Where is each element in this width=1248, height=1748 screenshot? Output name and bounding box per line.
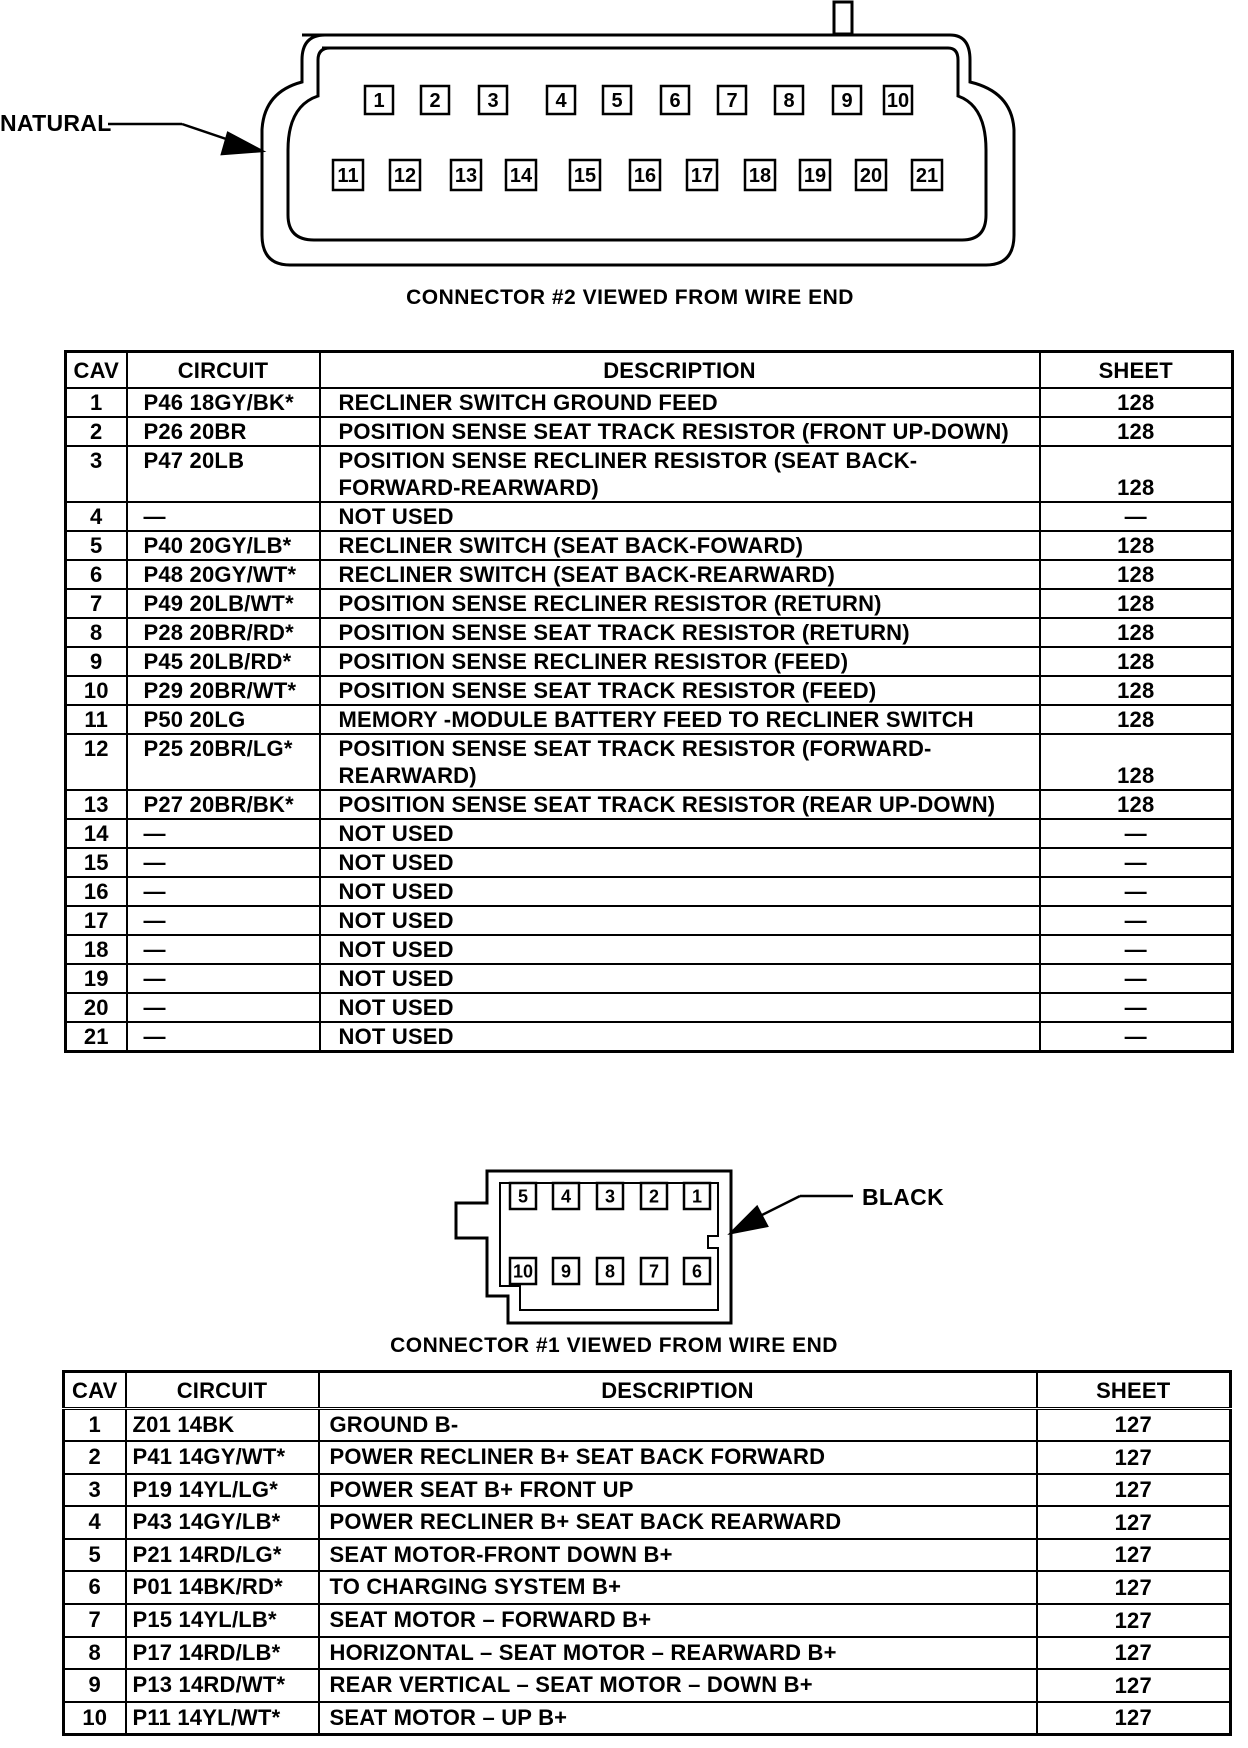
- description-cell: TO CHARGING SYSTEM B+: [319, 1571, 1037, 1604]
- description-cell: NOT USED: [320, 877, 1040, 906]
- description-cell: POWER SEAT B+ FRONT UP: [319, 1474, 1037, 1507]
- description-cell: NOT USED: [320, 964, 1040, 993]
- cavity-number: 2: [429, 90, 441, 113]
- description-cell: POSITION SENSE SEAT TRACK RESISTOR (RETURN): [320, 618, 1040, 647]
- circuit-header: CIRCUIT: [127, 352, 320, 389]
- description-cell: SEAT MOTOR – FORWARD B+: [319, 1604, 1037, 1637]
- cav-cell: 1: [66, 388, 127, 417]
- table-row: [66, 417, 1233, 446]
- sheet-cell: 127: [1037, 1539, 1231, 1572]
- table-row: [66, 446, 1233, 502]
- cav-cell: 8: [66, 618, 127, 647]
- description-cell: GROUND B-: [319, 1409, 1037, 1442]
- cavity-number: 4: [560, 1186, 572, 1207]
- table-row: [64, 1441, 1231, 1474]
- cav-cell: 6: [66, 560, 127, 589]
- cavity-number: 5: [517, 1186, 529, 1207]
- circuit-cell: P26 20BR: [127, 417, 320, 446]
- cav-cell: 9: [64, 1669, 126, 1702]
- cav-cell: 12: [66, 734, 127, 790]
- description-cell: HORIZONTAL – SEAT MOTOR – REARWARD B+: [319, 1637, 1037, 1670]
- table-row: [66, 906, 1233, 935]
- circuit-cell: —: [127, 502, 320, 531]
- description-cell: SEAT MOTOR – UP B+: [319, 1702, 1037, 1735]
- cavity-number: 7: [726, 90, 738, 113]
- table-row: [66, 1022, 1233, 1052]
- cavity-number: 13: [454, 165, 478, 188]
- cav-cell: 9: [66, 647, 127, 676]
- sheet-cell: —: [1040, 935, 1233, 964]
- circuit-cell: P40 20GY/LB*: [127, 531, 320, 560]
- cavity-number: 2: [648, 1186, 660, 1207]
- cav-cell: 2: [66, 417, 127, 446]
- circuit-cell: P50 20LG: [127, 705, 320, 734]
- connector-2-pinout-table: [64, 350, 1234, 1053]
- cavity-number: 16: [633, 165, 657, 188]
- table-row: [66, 676, 1233, 705]
- connector-2-caption: CONNECTOR #2 VIEWED FROM WIRE END: [406, 286, 854, 309]
- description-cell: POSITION SENSE RECLINER RESISTOR (SEAT BACK-FORWARD-REARWARD): [320, 446, 1040, 502]
- cavity-number: 15: [573, 165, 597, 188]
- cav-cell: 18: [66, 935, 127, 964]
- description-cell: NOT USED: [320, 993, 1040, 1022]
- circuit-cell: P43 14GY/LB*: [126, 1506, 319, 1539]
- sheet-cell: 127: [1037, 1441, 1231, 1474]
- circuit-cell: —: [127, 848, 320, 877]
- connector-1-pinout-table: [62, 1370, 1232, 1736]
- sheet-cell: —: [1040, 964, 1233, 993]
- cav-cell: 16: [66, 877, 127, 906]
- cavity-number: 10: [512, 1261, 534, 1282]
- cav-cell: 3: [64, 1474, 126, 1507]
- table-row: [66, 502, 1233, 531]
- description-cell: POWER RECLINER B+ SEAT BACK REARWARD: [319, 1506, 1037, 1539]
- natural-housing-label: NATURAL: [0, 110, 112, 136]
- description-cell: MEMORY -MODULE BATTERY FEED TO RECLINER SWITCH: [320, 705, 1040, 734]
- circuit-header: CIRCUIT: [126, 1372, 319, 1409]
- cavity-number: 11: [337, 165, 359, 188]
- table-row: [66, 935, 1233, 964]
- description-cell: NOT USED: [320, 819, 1040, 848]
- sheet-cell: 127: [1037, 1506, 1231, 1539]
- circuit-cell: P13 14RD/WT*: [126, 1669, 319, 1702]
- cav-cell: 1: [64, 1409, 126, 1442]
- cav-cell: 6: [64, 1571, 126, 1604]
- description-cell: NOT USED: [320, 502, 1040, 531]
- cavity-number: 6: [691, 1261, 703, 1282]
- sheet-cell: 128: [1040, 734, 1233, 790]
- natural-leader-arrow: [108, 124, 262, 154]
- circuit-cell: P27 20BR/BK*: [127, 790, 320, 819]
- table-row: [64, 1702, 1231, 1735]
- sheet-header: SHEET: [1037, 1372, 1231, 1409]
- sheet-cell: 128: [1040, 589, 1233, 618]
- circuit-cell: P01 14BK/RD*: [126, 1571, 319, 1604]
- description-cell: POSITION SENSE SEAT TRACK RESISTOR (FEED): [320, 676, 1040, 705]
- cav-cell: 3: [66, 446, 127, 502]
- sheet-cell: —: [1040, 906, 1233, 935]
- sheet-cell: 128: [1040, 647, 1233, 676]
- sheet-cell: 128: [1040, 618, 1233, 647]
- cav-cell: 19: [66, 964, 127, 993]
- circuit-cell: P15 14YL/LB*: [126, 1604, 319, 1637]
- circuit-cell: P28 20BR/RD*: [127, 618, 320, 647]
- table-header-row: [66, 352, 1233, 389]
- description-cell: POSITION SENSE SEAT TRACK RESISTOR (FRONT UP-DOWN): [320, 417, 1040, 446]
- cavity-number: 9: [560, 1261, 572, 1282]
- circuit-cell: —: [127, 1022, 320, 1052]
- cavity-number: 6: [669, 90, 681, 113]
- sheet-cell: 128: [1040, 446, 1233, 502]
- circuit-cell: P21 14RD/LG*: [126, 1539, 319, 1572]
- cav-cell: 15: [66, 848, 127, 877]
- sheet-cell: —: [1040, 848, 1233, 877]
- table-row: [66, 531, 1233, 560]
- sheet-cell: —: [1040, 502, 1233, 531]
- circuit-cell: —: [127, 906, 320, 935]
- table-row: [66, 560, 1233, 589]
- circuit-cell: —: [127, 819, 320, 848]
- table-row: [66, 618, 1233, 647]
- sheet-cell: 127: [1037, 1604, 1231, 1637]
- circuit-cell: P46 18GY/BK*: [127, 388, 320, 417]
- cavity-number: 21: [915, 165, 939, 188]
- table-row: [64, 1604, 1231, 1637]
- black-leader-arrow: [731, 1196, 853, 1233]
- cav-cell: 11: [66, 705, 127, 734]
- cavity-number: 4: [555, 90, 567, 113]
- cavity-number: 1: [691, 1186, 703, 1207]
- cavity-number: 10: [886, 90, 910, 113]
- cav-cell: 4: [64, 1506, 126, 1539]
- table-row: [66, 790, 1233, 819]
- sheet-cell: 128: [1040, 560, 1233, 589]
- black-housing-label: BLACK: [862, 1184, 944, 1210]
- description-cell: RECLINER SWITCH (SEAT BACK-REARWARD): [320, 560, 1040, 589]
- sheet-cell: 128: [1040, 388, 1233, 417]
- circuit-cell: P49 20LB/WT*: [127, 589, 320, 618]
- circuit-cell: —: [127, 964, 320, 993]
- description-cell: NOT USED: [320, 1022, 1040, 1052]
- sheet-cell: 127: [1037, 1702, 1231, 1735]
- sheet-cell: 128: [1040, 705, 1233, 734]
- sheet-cell: 128: [1040, 531, 1233, 560]
- table-row: [66, 993, 1233, 1022]
- sheet-cell: 127: [1037, 1669, 1231, 1702]
- circuit-cell: —: [127, 993, 320, 1022]
- circuit-cell: P41 14GY/WT*: [126, 1441, 319, 1474]
- sheet-cell: —: [1040, 877, 1233, 906]
- circuit-cell: —: [127, 877, 320, 906]
- circuit-cell: P47 20LB: [127, 446, 320, 502]
- table-row: [66, 877, 1233, 906]
- cavity-number: 8: [604, 1261, 616, 1282]
- cavity-number: 8: [783, 90, 795, 113]
- description-cell: RECLINER SWITCH GROUND FEED: [320, 388, 1040, 417]
- cav-cell: 7: [66, 589, 127, 618]
- sheet-cell: 127: [1037, 1474, 1231, 1507]
- description-cell: NOT USED: [320, 935, 1040, 964]
- cavity-number: 20: [859, 165, 883, 188]
- cavity-number: 12: [393, 165, 417, 188]
- cavity-number: 19: [803, 165, 827, 188]
- table-row: [66, 388, 1233, 417]
- circuit-cell: —: [127, 935, 320, 964]
- table-row: [66, 705, 1233, 734]
- description-cell: POSITION SENSE SEAT TRACK RESISTOR (REAR UP-DOWN): [320, 790, 1040, 819]
- cav-cell: 10: [66, 676, 127, 705]
- connector-2-housing: [262, 2, 1014, 265]
- sheet-cell: 127: [1037, 1571, 1231, 1604]
- cav-cell: 2: [64, 1441, 126, 1474]
- cav-cell: 20: [66, 993, 127, 1022]
- description-cell: SEAT MOTOR-FRONT DOWN B+: [319, 1539, 1037, 1572]
- description-cell: POSITION SENSE RECLINER RESISTOR (RETURN): [320, 589, 1040, 618]
- table-row: [64, 1637, 1231, 1670]
- table-row: [64, 1506, 1231, 1539]
- description-cell: POSITION SENSE SEAT TRACK RESISTOR (FORWARD-REARWARD): [320, 734, 1040, 790]
- cavity-number: 7: [648, 1261, 660, 1282]
- circuit-cell: P29 20BR/WT*: [127, 676, 320, 705]
- cav-cell: 8: [64, 1637, 126, 1670]
- sheet-cell: 128: [1040, 417, 1233, 446]
- sheet-cell: —: [1040, 993, 1233, 1022]
- cav-header: CAV: [66, 352, 127, 389]
- cav-cell: 4: [66, 502, 127, 531]
- cavity-number: 17: [690, 165, 714, 188]
- sheet-cell: 128: [1040, 676, 1233, 705]
- sheet-cell: 127: [1037, 1409, 1231, 1442]
- cav-cell: 5: [64, 1539, 126, 1572]
- cav-cell: 5: [66, 531, 127, 560]
- cav-cell: 14: [66, 819, 127, 848]
- table-header-row: [64, 1372, 1231, 1409]
- sheet-header: SHEET: [1040, 352, 1233, 389]
- circuit-cell: P45 20LB/RD*: [127, 647, 320, 676]
- sheet-cell: —: [1040, 1022, 1233, 1052]
- cav-cell: 17: [66, 906, 127, 935]
- table-row: [64, 1571, 1231, 1604]
- cav-cell: 13: [66, 790, 127, 819]
- description-cell: REAR VERTICAL – SEAT MOTOR – DOWN B+: [319, 1669, 1037, 1702]
- cavity-number: 1: [373, 90, 385, 113]
- table-row: [64, 1409, 1231, 1442]
- description-cell: POSITION SENSE RECLINER RESISTOR (FEED): [320, 647, 1040, 676]
- cavity-number: 14: [509, 165, 533, 188]
- cav-cell: 7: [64, 1604, 126, 1637]
- table-row: [66, 647, 1233, 676]
- description-cell: NOT USED: [320, 848, 1040, 877]
- cav-cell: 10: [64, 1702, 126, 1735]
- description-header: DESCRIPTION: [319, 1372, 1037, 1409]
- sheet-cell: 127: [1037, 1637, 1231, 1670]
- table-row: [66, 964, 1233, 993]
- table-row: [66, 589, 1233, 618]
- circuit-cell: Z01 14BK: [126, 1409, 319, 1442]
- table-row: [64, 1474, 1231, 1507]
- cavity-number: 3: [487, 90, 499, 113]
- circuit-cell: P19 14YL/LG*: [126, 1474, 319, 1507]
- cavity-number: 18: [748, 165, 772, 188]
- sheet-cell: —: [1040, 819, 1233, 848]
- circuit-cell: P17 14RD/LB*: [126, 1637, 319, 1670]
- description-cell: POWER RECLINER B+ SEAT BACK FORWARD: [319, 1441, 1037, 1474]
- sheet-cell: 128: [1040, 790, 1233, 819]
- circuit-cell: P48 20GY/WT*: [127, 560, 320, 589]
- table-row: [66, 734, 1233, 790]
- cav-cell: 21: [66, 1022, 127, 1052]
- cavity-number: 5: [611, 90, 623, 113]
- connector-1-caption: CONNECTOR #1 VIEWED FROM WIRE END: [390, 1334, 838, 1357]
- table-row: [64, 1669, 1231, 1702]
- cavity-number: 3: [604, 1186, 616, 1207]
- table-row: [66, 848, 1233, 877]
- description-cell: NOT USED: [320, 906, 1040, 935]
- table-row: [66, 819, 1233, 848]
- circuit-cell: P25 20BR/LG*: [127, 734, 320, 790]
- circuit-cell: P11 14YL/WT*: [126, 1702, 319, 1735]
- cav-header: CAV: [64, 1372, 126, 1409]
- table-row: [64, 1539, 1231, 1572]
- description-header: DESCRIPTION: [320, 352, 1040, 389]
- cavity-number: 9: [841, 90, 853, 113]
- description-cell: RECLINER SWITCH (SEAT BACK-FOWARD): [320, 531, 1040, 560]
